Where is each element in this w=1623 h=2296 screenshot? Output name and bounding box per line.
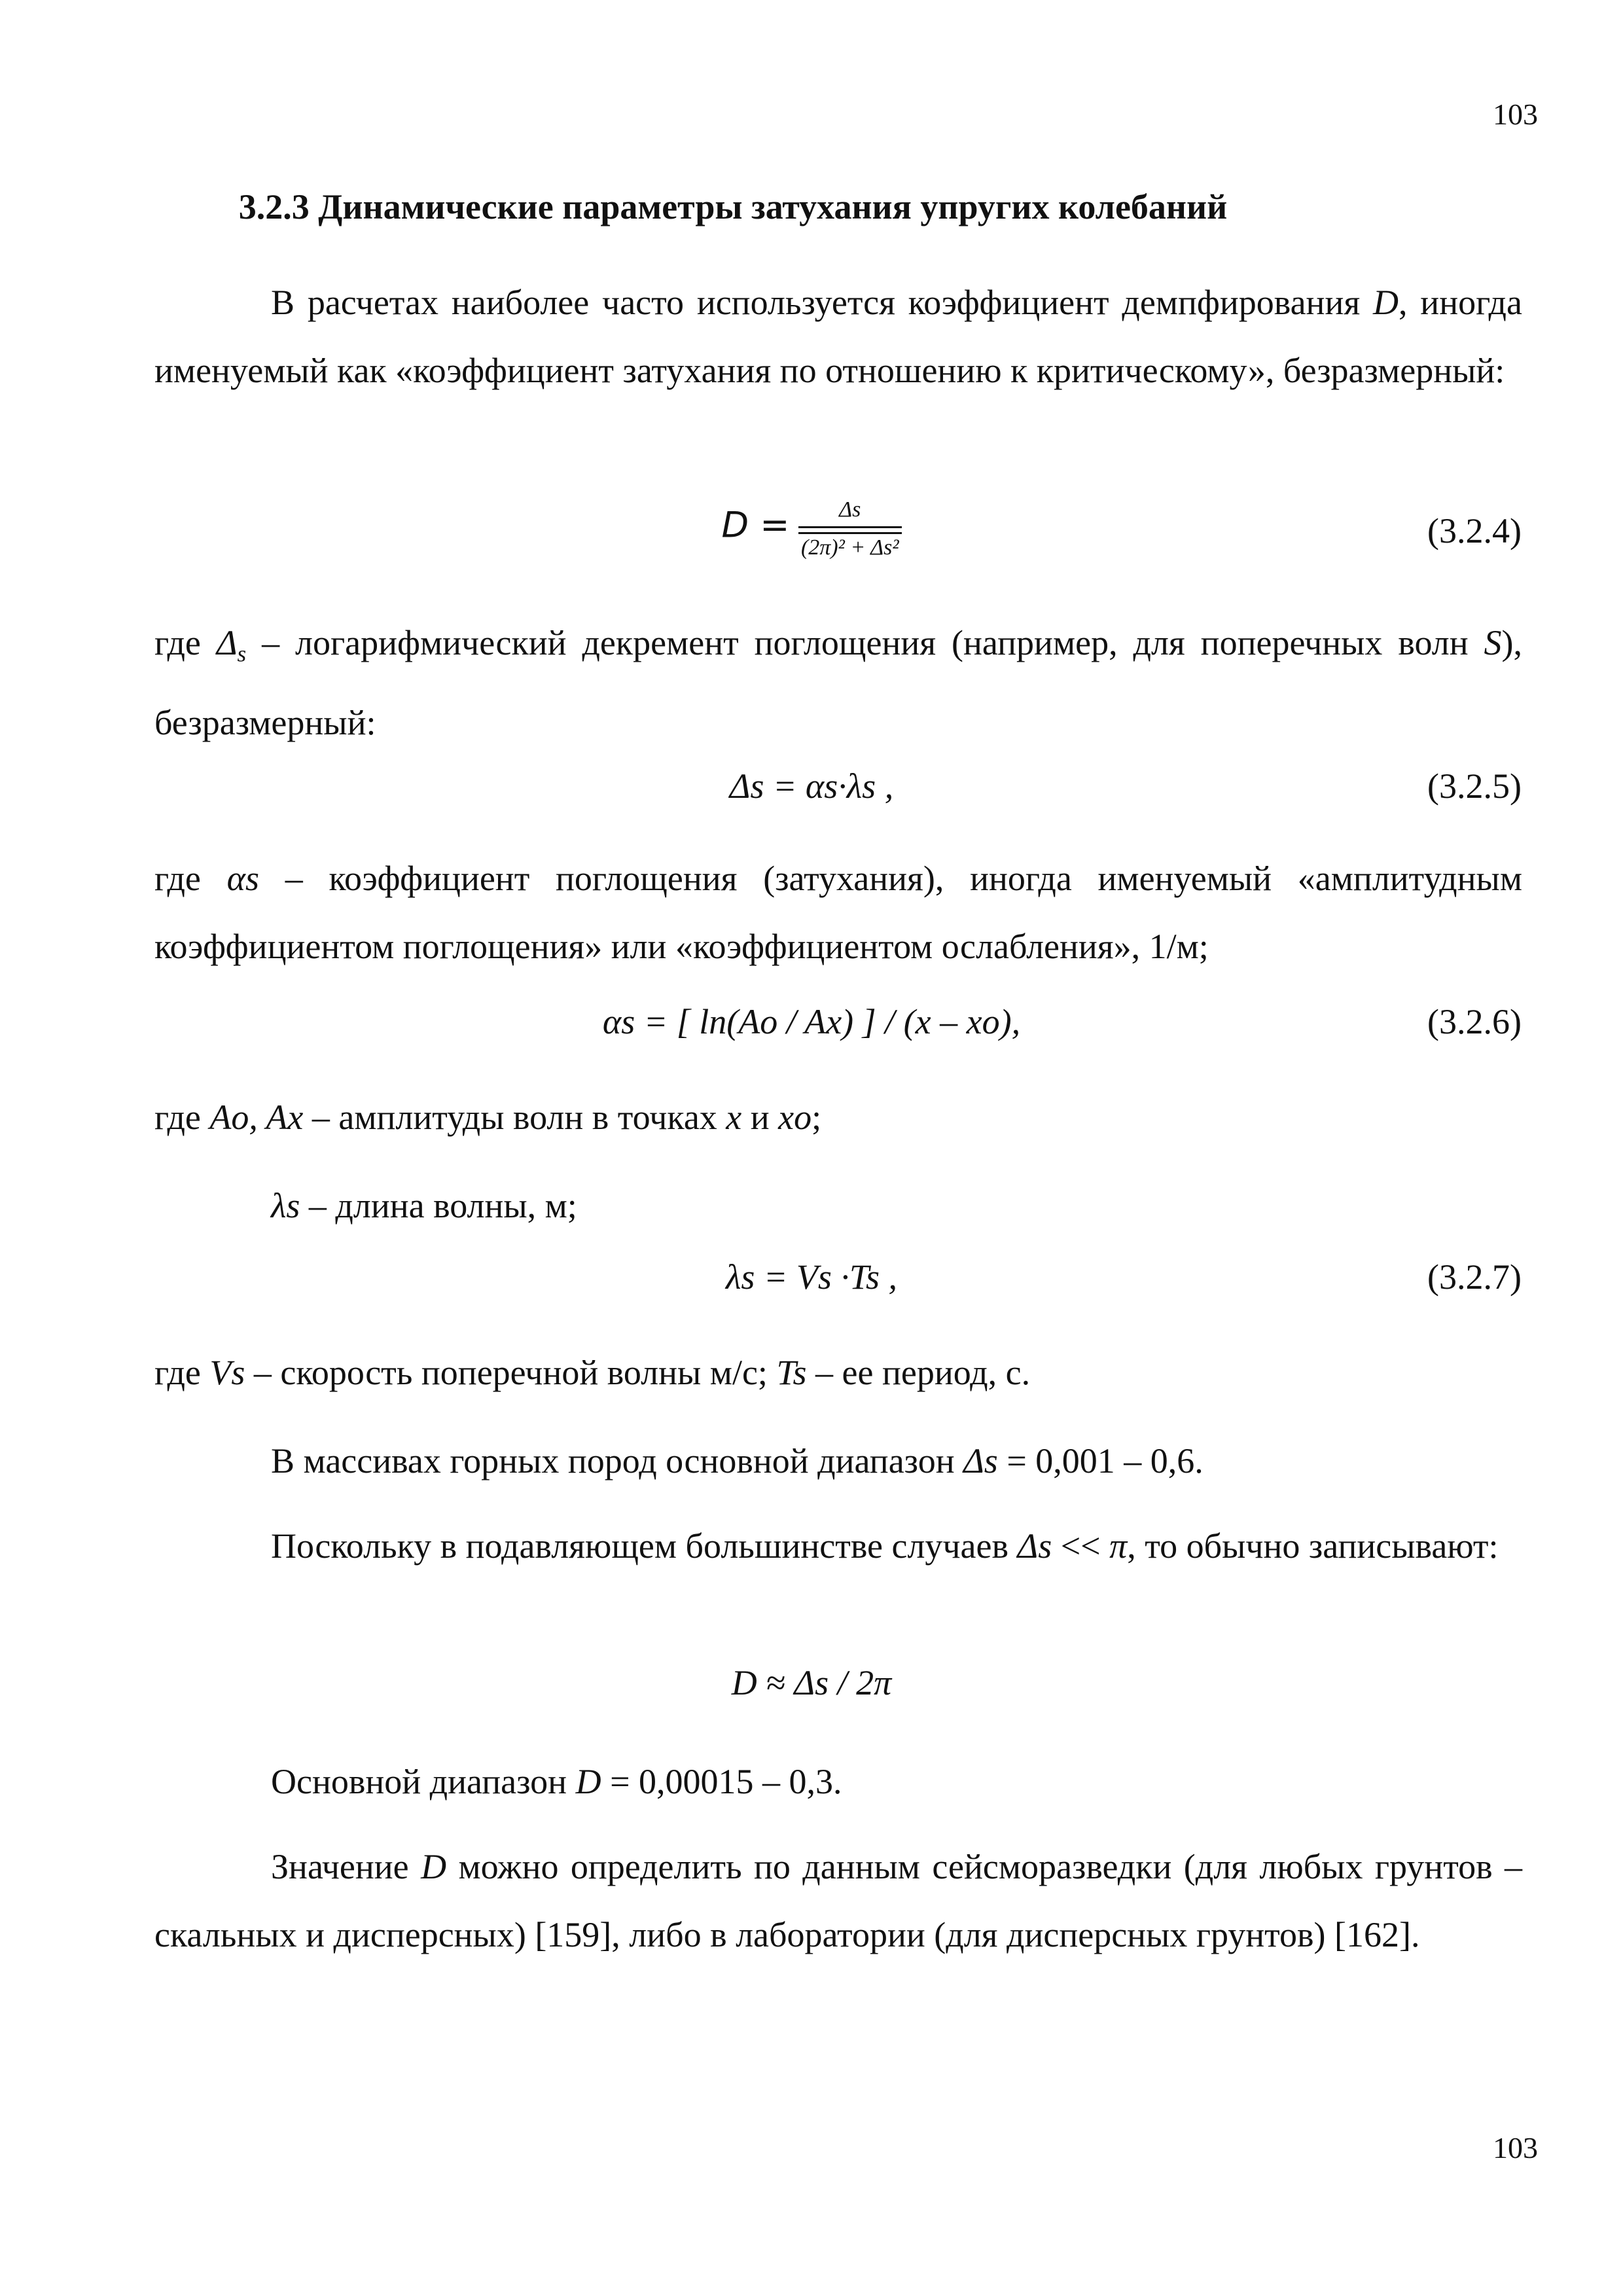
equation-number-3: (3.2.6) — [1427, 1002, 1522, 1041]
paragraph-3: где αs – коэффициент поглощения (затухания), иногда именуемый «амплитудным коэффициентом поглощения» или «коэффициентом ослабления», 1/м; — [154, 859, 1522, 966]
paragraph-since: Поскольку в подавляющем большинстве случаев Δs << π, то обычно записывают: — [271, 1526, 1499, 1566]
range-statement: В массивах горных пород основной диапазон Δs = 0,001 – 0,6. — [271, 1441, 1204, 1480]
fraction: $\frac{\Delta s}{\text{(2π)² + Δs²}}$ — [798, 497, 902, 560]
definition-velocity: где Vs – скорость поперечной волны м/с; Ts – ее период, с. — [154, 1353, 1031, 1392]
paragraph-2: где $\Delta_s$ – логарифмический декремент поглощения (например, для поперечных волн S), безразмерный: — [154, 623, 1522, 742]
section-heading: 3.2.3 Динамические параметры затухания упругих колебаний — [238, 187, 1228, 226]
formula-3-2-5: Δs = αs·λs , — [729, 766, 894, 806]
equation-number-2: (3.2.5) — [1427, 766, 1522, 806]
definition-amplitudes: где Ao, Ax – амплитуды волн в точках x и xo; — [154, 1098, 822, 1137]
formula-3-2-4: D = $\frac{\Delta s}{\text{(2π)² + Δs²}}$ — [0, 497, 1623, 560]
formula-3-2-6: αs = [ ln(Ao / Ax) ] / (x – xo), — [602, 1002, 1021, 1041]
formula-approx: D ≈ Δs / 2π — [731, 1663, 892, 1702]
page-number-top: 103 — [1493, 98, 1538, 131]
paragraph-1: В расчетах наиболее часто используется коэффициент демпфирования D, иногда именуемый как «коэффициент затухания по отношению к критическому», безразмерный: — [154, 283, 1522, 390]
range-d-statement: Основной диапазон D = 0,00015 – 0,3. — [271, 1762, 842, 1801]
equation-number-4: (3.2.7) — [1427, 1257, 1522, 1297]
formula-3-2-7: λs = Vs ·Ts , — [726, 1257, 897, 1297]
paragraph-final: Значение D можно определить по данным сейсморазведки (для любых грунтов – скальных и дисперсных) [159], либо в лаборатории (для дисперсных грунтов) [162]. — [154, 1847, 1522, 1954]
equation-number-1: (3.2.4) — [1427, 511, 1522, 550]
page-number-bottom: 103 — [1493, 2131, 1538, 2164]
definition-wavelength: λs – длина волны, м; — [271, 1186, 577, 1225]
